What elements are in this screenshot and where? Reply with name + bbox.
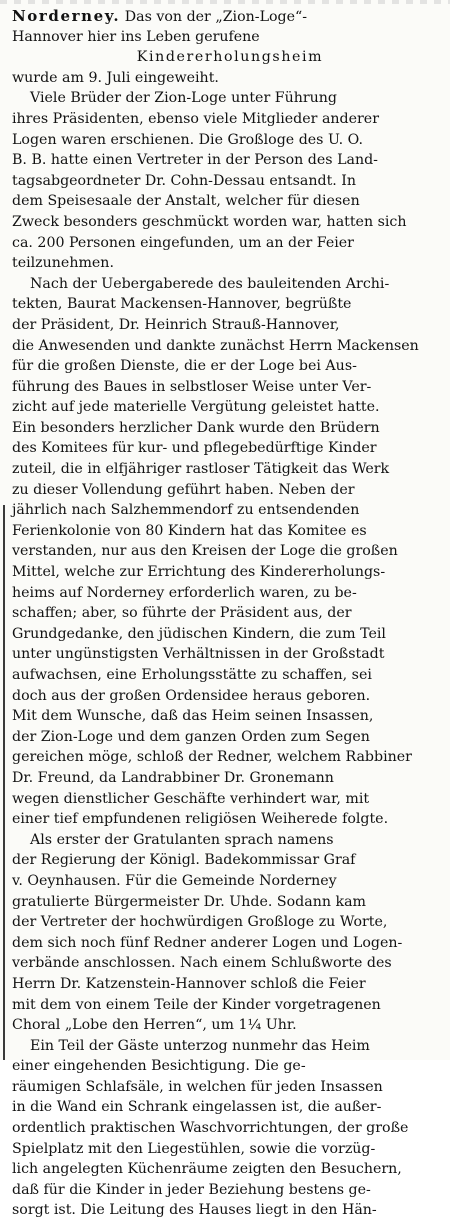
article-line: Das von der „Zion-Loge“-	[124, 9, 308, 25]
article-line: aufwachsen, eine Erholungsstätte zu schaffen, sei	[12, 667, 372, 683]
article-line: Ein besonders herzlicher Dank wurde den Brüdern	[12, 419, 380, 436]
article-line: die Anwesenden und dankte zunächst Herrn Mackensen	[12, 337, 419, 354]
article-line: wurde am 9. Juli eingeweiht.	[12, 69, 219, 86]
article-line: Kindererholungsheim	[136, 49, 324, 66]
article-line: wegen dienstlicher Geschäfte verhindert war, mit	[12, 790, 370, 807]
article-line: lich angelegten Küchenräume zeigten den Besuchern,	[12, 1161, 402, 1178]
article-line: Zweck besonders geschmückt worden war, hatten sich	[12, 213, 407, 230]
article-line: ca. 200 Personen eingefunden, um an der Feier	[12, 234, 354, 251]
article-line: tekten, Baurat Mackensen-Hannover, begrüßte	[12, 296, 352, 313]
article-line: sorgt ist. Die Leitung des Hauses liegt in den Hän-	[12, 1202, 377, 1219]
article-line: Spielplatz mit den Liegestühlen, sowie die vorzüg-	[12, 1140, 376, 1157]
article-line: einer eingehenden Besichtigung. Die ge-	[12, 1058, 306, 1075]
article-line: der Präsident, Dr. Heinrich Strauß-Hannover,	[12, 316, 340, 333]
article-line: heims auf Norderney erforderlich waren, zu be-	[12, 584, 357, 601]
article-line: Als erster der Gratulanten sprach namens	[30, 831, 334, 848]
article-line: des Komitees für kur- und pflegebedürftige Kinder	[12, 440, 377, 457]
article-line: der Vertreter der hochwürdigen Großloge zu Worte,	[12, 914, 388, 931]
article-line: für die großen Dienste, die er der Loge bei Aus-	[12, 358, 357, 375]
article-line: B. B. hatte einen Vertreter in der Person des Land-	[12, 152, 378, 169]
headline-line	[12, 6, 448, 27]
article-line: gereichen möge, schloß der Redner, welchem Rabbiner	[12, 749, 412, 766]
article-line: doch aus der großen Ordensidee heraus geboren.	[12, 687, 371, 704]
article-line: ihres Präsidenten, ebenso viele Mitglieder anderer	[12, 110, 379, 127]
article-line: jährlich nach Salzhemmendorf zu entsendenden	[12, 502, 360, 519]
article-line: zuteil, die in elfjähriger rastloser Tätigkeit das Werk	[12, 461, 390, 478]
article-line: schaffen; aber, so führte der Präsident aus, der	[12, 605, 352, 622]
article-line: in die Wand ein Schrank eingelassen ist, die außer-	[12, 1099, 382, 1116]
article-line: Nach der Uebergaberede des bauleitenden Archi-	[30, 275, 390, 292]
article-line: Mittel, welche zur Errichtung des Kindererholungs-	[12, 564, 386, 581]
article-line: Choral „Lobe den Herren“, um 1¼ Uhr.	[12, 1017, 297, 1034]
article-line: räumigen Schlafsäle, in welchen für jeden Insassen	[12, 1078, 383, 1095]
article-norderney	[12, 6, 448, 1221]
article-line: der Regierung der Königl. Badekommissar Graf	[12, 852, 356, 869]
article-line: v. Oeynhausen. Für die Gemeinde Norderney	[12, 872, 337, 889]
article-line: Grundgedanke, den jüdischen Kindern, die zum Teil	[12, 625, 386, 642]
article-line: teilzunehmen.	[12, 255, 114, 272]
article-line: dem sich noch fünf Redner anderer Logen und Logen-	[12, 934, 403, 951]
article-line: der Zion-Loge und dem ganzen Orden zum Segen	[12, 728, 370, 745]
article-line: zicht auf jede materielle Vergütung geleistet hatte.	[12, 399, 380, 416]
article-line: Herrn Dr. Katzenstein-Hannover schloß die Feier	[12, 975, 366, 992]
article-line: gratulierte Bürgermeister Dr. Uhde. Sodann kam	[12, 893, 366, 910]
article-line: Ferienkolonie von 80 Kindern hat das Komitee es	[12, 522, 367, 539]
article-line: einer tief empfundenen religiösen Weiherede folgte.	[12, 811, 389, 828]
article-line: unter ungünstigsten Verhältnissen in der Großstadt	[12, 646, 385, 663]
article-line: Logen waren erschienen. Die Großloge des U. O.	[12, 131, 363, 148]
torn-top-edge	[0, 0, 450, 4]
column-rule	[3, 505, 5, 1060]
article-line: Mit dem Wunsche, daß das Heim seinen Insassen,	[12, 708, 374, 725]
article-line: daß für die Kinder in jeder Beziehung bestens ge-	[12, 1181, 371, 1198]
article-line: tagsabgeordneter Dr. Cohn-Dessau entsandt. In	[12, 172, 357, 189]
article-line: Dr. Freund, da Landrabbiner Dr. Gronemann	[12, 769, 334, 786]
article-line: Viele Brüder der Zion-Loge unter Führung	[30, 90, 337, 107]
article-line: verbände anschlossen. Nach einem Schlußworte des	[12, 955, 392, 972]
dateline: Norderney.	[12, 7, 121, 25]
article-line: führung des Baues in selbstloser Weise unter Ver-	[12, 378, 372, 395]
article-line: mit dem von einem Teile der Kinder vorgetragenen	[12, 996, 381, 1013]
article-line: Ein Teil der Gäste unterzog nunmehr das Heim	[30, 1037, 370, 1054]
article-line: ordentlich praktischen Waschvorrichtungen, der große	[12, 1120, 409, 1137]
article-line: Hannover hier ins Leben gerufene	[12, 28, 260, 45]
article-line: verstanden, nur aus den Kreisen der Loge die großen	[12, 543, 398, 560]
article-line: dem Speisesaale der Anstalt, welcher für diesen	[12, 193, 360, 210]
article-line: zu dieser Vollendung geführt haben. Neben der	[12, 481, 355, 498]
